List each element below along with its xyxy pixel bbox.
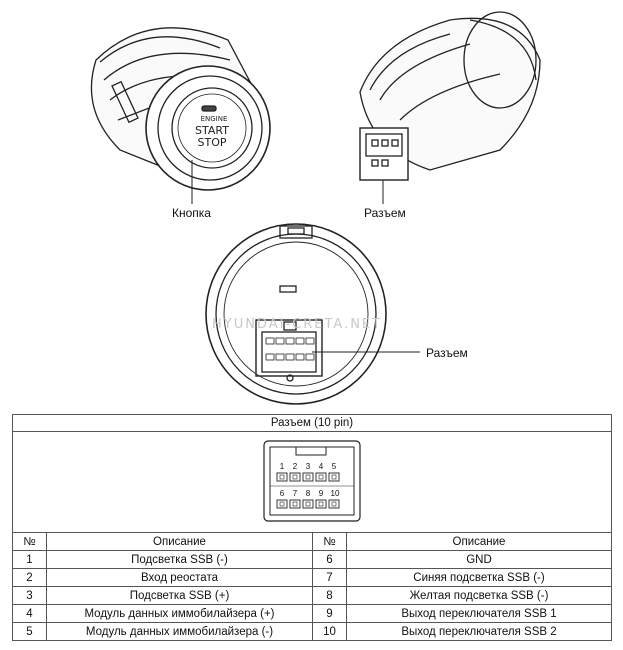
button-face-engine: ENGINE — [200, 115, 228, 123]
header-no-1: № — [13, 533, 47, 551]
button-rear-view — [360, 12, 540, 180]
pin-no: 8 — [313, 587, 347, 605]
table-header-row — [13, 533, 612, 551]
pin-num-6: 6 — [279, 488, 285, 498]
pin-num-7: 7 — [292, 488, 298, 498]
pin-desc: Модуль данных иммобилайзера (+) — [47, 605, 313, 623]
header-desc-2: Описание — [347, 533, 612, 551]
rear-circle-view — [206, 224, 386, 404]
pin-desc: Вход реостата — [47, 569, 313, 587]
pin-num-9: 9 — [318, 488, 324, 498]
pin-num-1: 1 — [279, 461, 285, 471]
watermark-text: HYUNDAI-CRETA.NET — [212, 317, 383, 332]
pin-num-4: 4 — [318, 461, 324, 471]
pin-num-2: 2 — [292, 461, 298, 471]
button-label: Кнопка — [172, 206, 211, 220]
table-row — [13, 587, 612, 605]
pin-desc: Подсветка SSB (-) — [47, 551, 313, 569]
connector-label-top: Разъем — [364, 206, 406, 220]
pin-no: 1 — [13, 551, 47, 569]
table-row — [13, 551, 612, 569]
pin-no: 4 — [13, 605, 47, 623]
header-no-2: № — [313, 533, 347, 551]
button-face-stop: STOP — [197, 136, 227, 149]
pin-desc: Подсветка SSB (+) — [47, 587, 313, 605]
header-desc-1: Описание — [47, 533, 313, 551]
table-title: Разъем (10 pin) — [13, 415, 612, 432]
pin-num-3: 3 — [305, 461, 311, 471]
pin-no: 7 — [313, 569, 347, 587]
pin-no: 5 — [13, 623, 47, 641]
pin-no: 10 — [313, 623, 347, 641]
table-row — [13, 569, 612, 587]
pin-desc: Синяя подсветка SSB (-) — [347, 569, 612, 587]
pin-no: 3 — [13, 587, 47, 605]
pin-num-5: 5 — [331, 461, 337, 471]
pin-diagram-cell — [13, 432, 612, 533]
pin-num-10: 10 — [330, 488, 340, 498]
pin-num-8: 8 — [305, 488, 311, 498]
pin-desc: Выход переключателя SSB 1 — [347, 605, 612, 623]
table-row — [13, 623, 612, 641]
pin-no: 2 — [13, 569, 47, 587]
pin-desc: GND — [347, 551, 612, 569]
pin-desc: Модуль данных иммобилайзера (-) — [47, 623, 313, 641]
pin-no: 9 — [313, 605, 347, 623]
pin-no: 6 — [313, 551, 347, 569]
connector-label-mid: Разъем — [426, 346, 468, 360]
pin-desc: Выход переключателя SSB 2 — [347, 623, 612, 641]
table-row — [13, 605, 612, 623]
pin-table — [12, 414, 612, 641]
button-front-view — [91, 28, 270, 190]
connector-pin-diagram — [262, 439, 362, 523]
pin-desc: Желтая подсветка SSB (-) — [347, 587, 612, 605]
button-face-start: START — [195, 124, 229, 137]
